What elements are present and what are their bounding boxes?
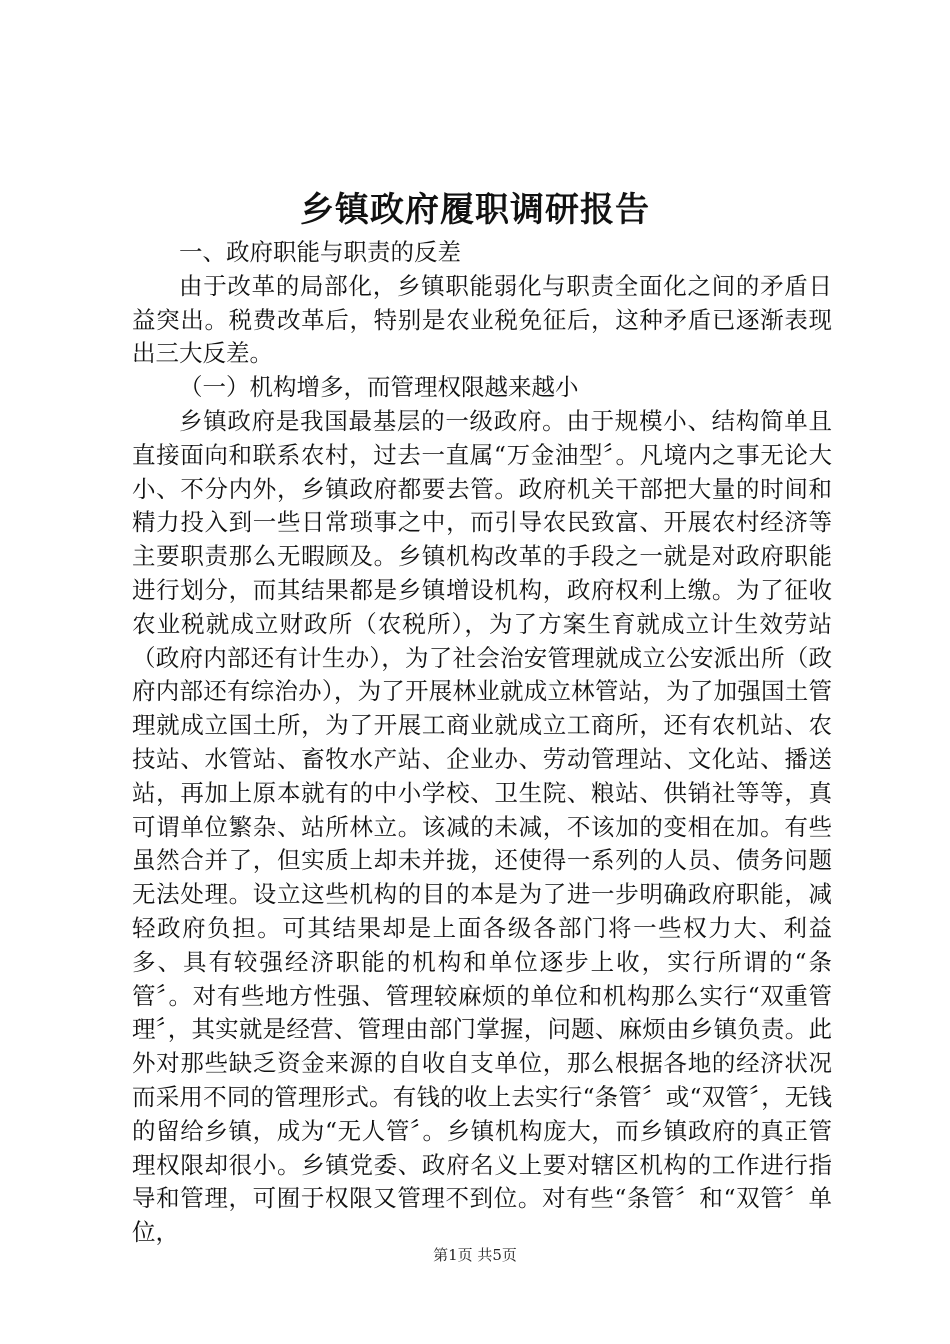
document-title: 乡镇政府履职调研报告 [300, 190, 650, 230]
paragraph: 由于改革的局部化，乡镇职能弱化与职责全面化之间的矛盾日益突出。税费改革后，特别是农业税免征后，这种矛盾已逐渐表现出三大反差。 [132, 271, 832, 368]
subsection-heading: （一）机构增多，而管理权限越来越小 [179, 373, 579, 402]
section-heading: 一、政府职能与职责的反差 [179, 238, 461, 266]
document-body [132, 236, 832, 1250]
paragraph: 乡镇政府是我国最基层的一级政府。由于规模小、结构简单且直接面向和联系农村，过去一直属“万金油型〞。凡境内之事无论大小、不分内外，乡镇政府都要去管。政府机关干部把大量的时间和精力投入到一些日常琐事之中，而引导农民致富、开展农村经济等主要职责那么无暇顾及。乡镇机构改革的手段之一就是对政府职能进行划分，而其结果都是乡镇增设机构，政府权利上缴。为了征收农业税就成立财政所（农税所），为了方案生育就成立计生效劳站（政府内部还有计生办），为了社会治安管理就成立公安派出所（政府内部还有综治办），为了开展林业就成立林管站，为了加强国土管理就成立国土所，为了开展工商业就成立工商所，还有农机站、农技站、水管站、畜牧水产站、企业办、劳动管理站、文化站、播送站，再加上原本就有的中小学校、卫生院、粮站、供销社等等，真可谓单位繁杂、站所林立。该减的未减，不该加的变相在加。有些虽然合并了，但实质上却未并拢，还使得一系列的人员、债务问题无法处理。设立这些机构的目的本是为了进一步明确政府职能，减轻政府负担。可其结果却是上面各级各部门将一些权力大、利益多、具有较强经济职能的机构和单位逐步上收，实行所谓的“条管〞。对有些地方性强、管理较麻烦的单位和机构那么实行“双重管理〞，其实就是经营、管理由部门掌握，问题、麻烦由乡镇负责。此外对那些缺乏资金来源的自收自支单位，那么根据各地的经济状况而采用不同的管理形式。有钱的收上去实行“条管〞或“双管〞，无钱的留给乡镇，成为“无人管〞。乡镇机构庞大，而乡镇政府的真正管理权限却很小。乡镇党委、政府名义上要对辖区机构的工作进行指导和管理，可囿于权限又管理不到位。对有些“条管〞和“双管〞单位， [132, 406, 832, 1247]
page-footer: 第1页 共5页 [433, 1246, 517, 1264]
